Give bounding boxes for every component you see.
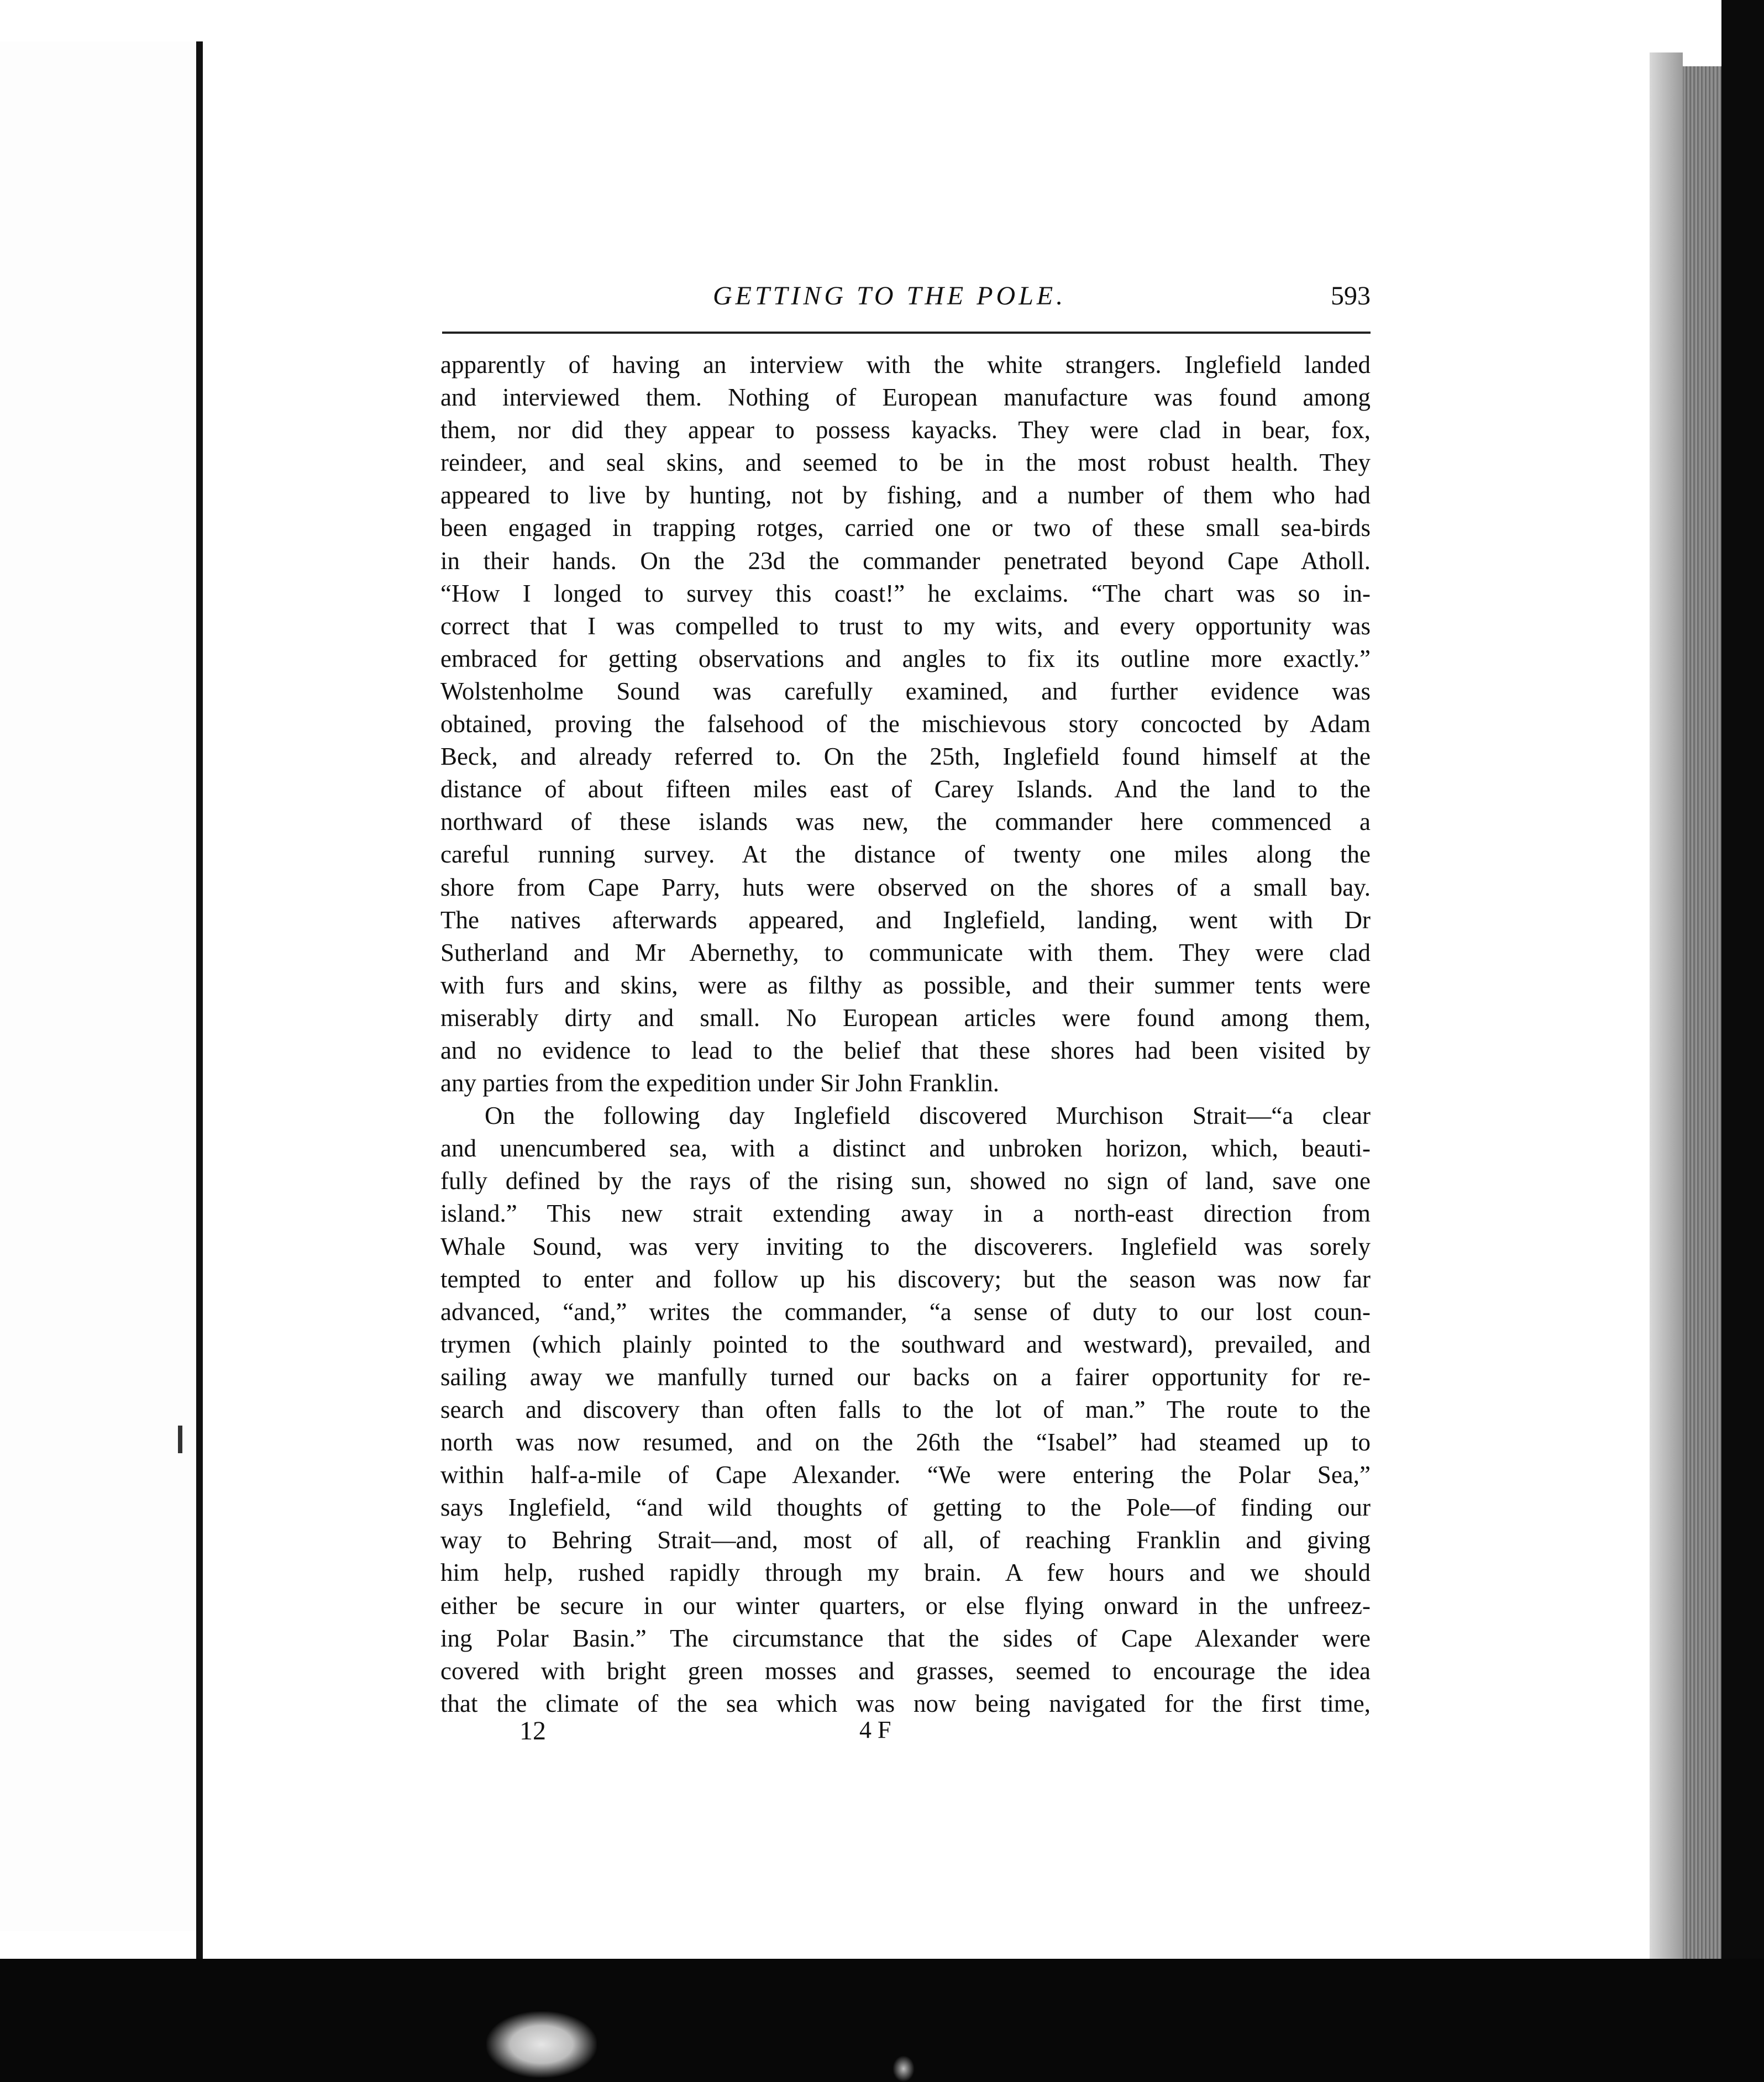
text-line: that the climate of the sea which was now being navigated for the first time, [440,1689,1371,1717]
text-line: careful running survey. At the distance of twenty one miles along the [440,840,1371,869]
text-line: north was now resumed, and on the 26th the “Isabel” had steamed up to [440,1428,1371,1457]
text-line: appeared to live by hunting, not by fishing, and a number of them who had [440,481,1371,509]
left-page-mark [178,1426,182,1453]
text-line: obtained, proving the falsehood of the mischievous story concocted by Adam [440,710,1371,738]
text-line: shore from Cape Parry, huts were observed on the shores of a small bay. [440,873,1371,901]
book-gutter [196,41,203,1975]
text-line: been engaged in trapping rotges, carried one or two of these small sea-birds [440,514,1371,542]
page-header [442,281,1371,325]
text-line: any parties from the expedition under Sir John Franklin. [440,1069,1000,1097]
page-number: 593 [1331,281,1371,311]
text-line: “How I longed to survey this coast!” he exclaims. “The chart was so in- [440,579,1371,607]
signature-number: 12 [519,1716,546,1745]
text-line: says Inglefield, “and wild thoughts of getting to the Pole—of finding our [440,1494,1371,1522]
text-line: Beck, and already referred to. On the 25th, Inglefield found himself at the [440,743,1371,771]
text-line: northward of these islands was new, the commander here commenced a [440,808,1371,836]
text-line: reindeer, and seal skins, and seemed to be in the most robust health. They [440,449,1371,477]
scan-top-margin [0,0,1764,41]
text-line: covered with bright green mosses and grasses, seemed to encourage the idea [440,1657,1371,1685]
body-text [440,349,1371,1720]
text-line: and no evidence to lead to the belief that these shores had been visited by [440,1036,1371,1064]
header-rule [442,332,1371,334]
text-line: The natives afterwards appeared, and Inglefield, landing, went with Dr [440,906,1371,934]
text-line: with furs and skins, were as filthy as possible, and their summer tents were [440,971,1371,999]
text-line: advanced, “and,” writes the commander, “a sense of duty to our lost coun- [440,1297,1371,1326]
text-line: correct that I was compelled to trust to my wits, and every opportunity was [440,612,1371,640]
facing-page-left [0,41,200,1931]
signature-mark: 4 F [859,1716,891,1743]
text-line: Wolstenholme Sound was carefully examined, and further evidence was [440,677,1371,705]
text-line: sailing away we manfully turned our backs on a fairer opportunity for re- [440,1363,1371,1391]
paper-fleck [893,2055,915,2082]
page-edge-shadow [1650,52,1683,1959]
scan-bottom-background [0,1959,1764,2082]
text-line: and unencumbered sea, with a distinct and unbroken horizon, which, beauti- [440,1134,1371,1163]
text-line: ing Polar Basin.” The circumstance that the sides of Cape Alexander were [440,1624,1371,1652]
text-line: island.” This new strait extending away in a north-east direction from [440,1200,1371,1228]
text-line: apparently of having an interview with the white strangers. Inglefield landed [440,351,1371,378]
text-line: in their hands. On the 23d the commander penetrated beyond Cape Atholl. [440,546,1371,575]
text-line: either be secure in our winter quarters, or else flying onward in the unfreez- [440,1591,1371,1620]
text-line: and interviewed them. Nothing of European manufacture was found among [440,383,1371,412]
text-line: him help, rushed rapidly through my brain. A few hours and we should [440,1559,1371,1587]
text-line: embraced for getting observations and angles to fix its outline more exactly.” [440,644,1371,672]
paper-tear-fragment [486,2011,597,2078]
text-line: On the following day Inglefield discovered Murchison Strait—“a clear [485,1102,1371,1130]
page-stack-edge [1683,66,1721,1967]
text-line: way to Behring Strait—and, most of all, of reaching Franklin and giving [440,1526,1371,1554]
text-line: search and discovery than often falls to the lot of man.” The route to the [440,1396,1371,1423]
text-line: distance of about fifteen miles east of Carey Islands. And the land to the [440,775,1371,803]
text-line: trymen (which plainly pointed to the southward and westward), prevailed, and [440,1330,1371,1358]
running-head: GETTING TO THE POLE. [713,281,1067,311]
text-line: within half-a-mile of Cape Alexander. “We were entering the Polar Sea,” [440,1461,1371,1489]
text-line: them, nor did they appear to possess kayacks. They were clad in bear, fox, [440,416,1371,444]
text-line: tempted to enter and follow up his discovery; but the season was now far [440,1265,1371,1293]
text-line: miserably dirty and small. No European articles were found among them, [440,1003,1371,1032]
text-line: Whale Sound, was very inviting to the discoverers. Inglefield was sorely [440,1232,1371,1260]
text-line: fully defined by the rays of the rising sun, showed no sign of land, save one [440,1167,1371,1195]
text-line: Sutherland and Mr Abernethy, to communicate with them. They were clad [440,938,1371,966]
book-cover-board [1721,0,1764,2082]
